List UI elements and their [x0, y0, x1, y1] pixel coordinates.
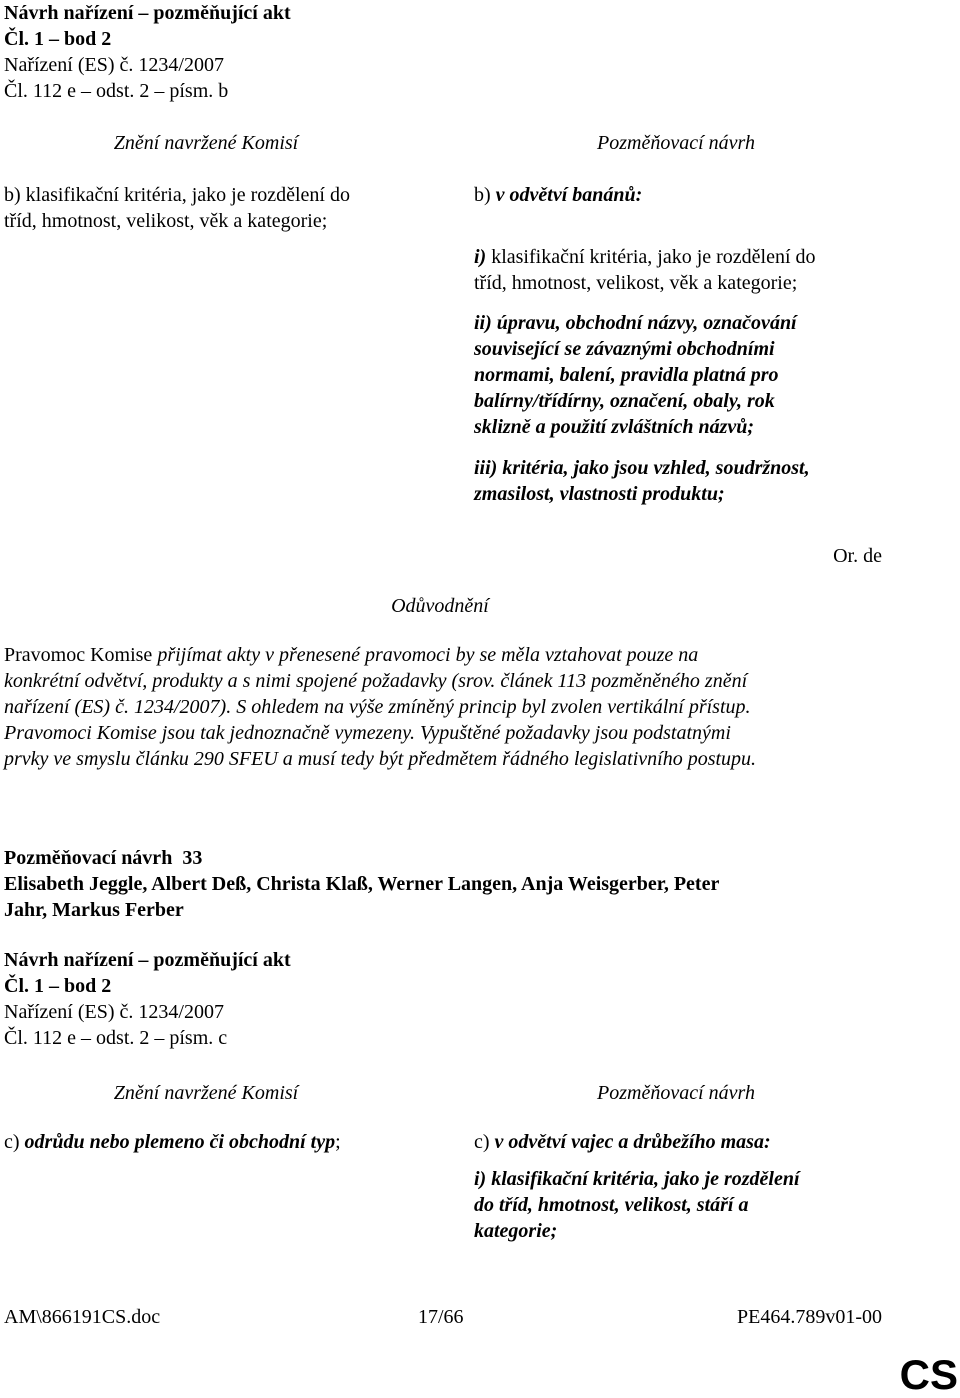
authors-line: Jahr, Markus Ferber [4, 899, 184, 921]
right-point-b [474, 182, 642, 208]
justification-fragment: konkrétní odvětví, produkty a s nimi spojené požadavky (srov. [4, 670, 501, 692]
justification-fragment: Pravomoc Komise [4, 644, 158, 666]
header-article-paragraph: Čl. 112 e – odst. 2 – písm. b [4, 80, 229, 102]
right-point-ii [474, 310, 797, 440]
justification-text [4, 642, 884, 772]
point-i-line: do tříd, hmotnost, velikost, stáří a [474, 1194, 749, 1216]
left-text-line [4, 1129, 341, 1155]
justification-fragment: přijímat akty v přenesené pravomoci by se měla vztahovat pouze na [157, 644, 699, 666]
left-prefix: c) [4, 1131, 25, 1153]
left-suffix: ; [335, 1131, 341, 1153]
authors-line: Elisabeth Jeggle, Albert Deß, Christa Klaß, Werner Langen, Anja Weisgerber, Peter [4, 873, 720, 895]
footer-reference: PE464.789v01-00 [737, 1306, 882, 1328]
original-language: Or. de [833, 545, 882, 567]
point-i-text: klasifikační kritéria, jako je rozdělení do [486, 246, 816, 268]
point-c-text: v odvětví vajec a drůbežího masa: [494, 1131, 771, 1153]
point-iii-line: zmasilost, vlastnosti produktu; [474, 483, 725, 505]
amendment-number: 33 [182, 847, 203, 869]
point-ii-line: související se závaznými obchodními [474, 338, 775, 360]
point-ii-line: balírny/třídírny, označení, obaly, rok [474, 390, 775, 412]
right-point-i [474, 244, 816, 296]
point-i-line: i) klasifikační kritéria, jako je rozdělení [474, 1168, 800, 1190]
amendment-authors [4, 871, 719, 923]
left-text-2 [4, 1129, 341, 1155]
justification-line [4, 694, 884, 720]
justification-title: Odůvodnění [391, 595, 489, 617]
block1-header [4, 0, 291, 104]
col-right-title-2: Pozměňovací návrh [597, 1082, 755, 1104]
justification-line [4, 668, 884, 694]
right-text-2 [474, 1129, 771, 1155]
header-act-title: Návrh nařízení – pozměňující akt [4, 2, 291, 24]
justification-fragment: vymezeny. Vypuštěné požadavky jsou podstatnými [334, 722, 731, 744]
col-right-title: Pozměňovací návrh [597, 132, 755, 154]
footer-doc-name: AM\866191CS.doc [4, 1306, 161, 1328]
col-left-title: Znění navržené Komisí [113, 132, 299, 154]
left-text-line: tříd, hmotnost, velikost, věk a kategorie; [4, 210, 328, 232]
justification-fragment: článek 113 pozměněného znění [500, 670, 748, 692]
right-point-i-2 [474, 1166, 800, 1244]
header-regulation: Nařízení (ES) č. 1234/2007 [4, 54, 224, 76]
justification-line [4, 642, 884, 668]
left-text-line: b) klasifikační kritéria, jako je rozdělení do [4, 184, 350, 206]
header-regulation: Nařízení (ES) č. 1234/2007 [4, 1001, 224, 1023]
header-article-point: Čl. 1 – bod 2 [4, 28, 112, 50]
justification-fragment: nařízení (ES) č. 1234/2007). [4, 696, 237, 718]
point-ii-line: normami, balení, pravidla platná pro [474, 364, 779, 386]
left-text [4, 182, 350, 234]
justification-line: prvky ve smyslu článku 290 SFEU a musí tedy být předmětem řádného legislativního postupu. [4, 748, 757, 770]
point-i-line1 [474, 244, 816, 270]
point-iii-line: iii) kritéria, jako jsou vzhled, soudržnost, [474, 457, 810, 479]
left-changed-text: odrůdu nebo plemeno či obchodní typ [24, 1131, 336, 1153]
point-c-line [474, 1129, 771, 1155]
right-text [474, 182, 642, 208]
header-act-title: Návrh nařízení – pozměňující akt [4, 949, 291, 971]
point-b-text: v odvětví banánů: [495, 184, 643, 206]
point-ii-line: sklizně a použití zvláštních názvů; [474, 416, 755, 438]
point-i-line: kategorie; [474, 1220, 558, 1242]
footer-page-number: 17/66 [418, 1306, 464, 1328]
justification-fragment: Pravomoci Komise jsou tak jednoznačně [4, 722, 335, 744]
footer-language-code: CS [899, 1351, 958, 1398]
amendment-heading [4, 845, 202, 871]
point-c-prefix: c) [474, 1131, 495, 1153]
point-i-line2: tříd, hmotnost, velikost, věk a kategorie; [474, 272, 798, 294]
justification-line [4, 720, 884, 746]
point-i-prefix: i) [474, 246, 487, 268]
point-ii-line: ii) úpravu, obchodní názvy, označování [474, 312, 797, 334]
col-left-title-2: Znění navržené Komisí [113, 1082, 299, 1104]
header-article-paragraph: Čl. 112 e – odst. 2 – písm. c [4, 1027, 228, 1049]
point-b-prefix: b) [474, 184, 496, 206]
header-article-point: Čl. 1 – bod 2 [4, 975, 112, 997]
amendment-label: Pozměňovací návrh [4, 847, 173, 869]
block2-header [4, 947, 291, 1051]
justification-fragment: S ohledem na výše zmíněný princip byl zvolen vertikální přístup. [236, 696, 751, 718]
right-point-iii [474, 455, 810, 507]
